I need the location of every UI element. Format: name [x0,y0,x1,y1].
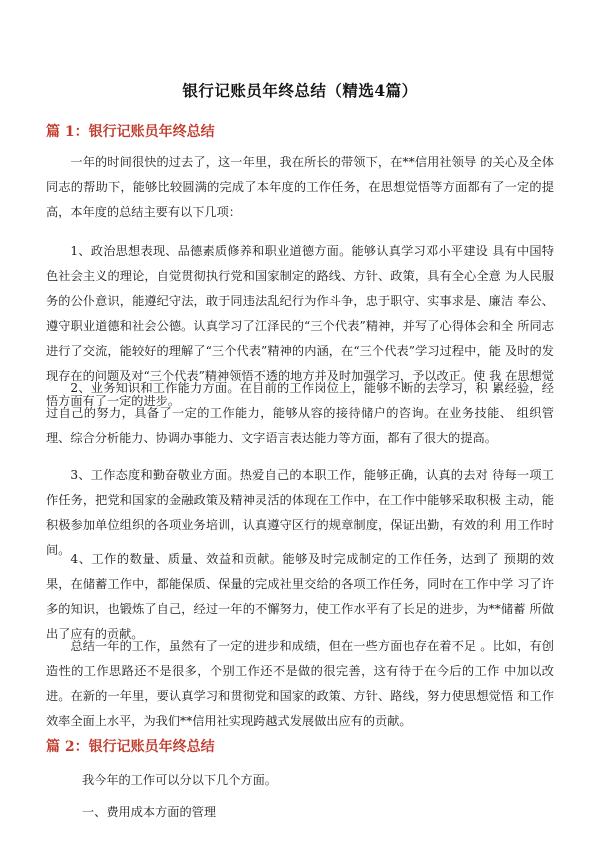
paragraph-summary: 总结一年的工作，虽然有了一定的进步和成绩，但在一些方面也存在着不足 。比如，有创造性的工作思路还不是很多，个别工作还不是做的很完善，这有待于在今后的工作 中加以改进。在新的一年里，要认真学习和贯彻党和国家的政策、方针、路线，努力使思想觉悟 和工作效率全面上水平，为我们**信用社实现跨越式发展做出应有的贡献。 [46,639,554,728]
section-heading-2: 篇 2：银行记账员年终总结 [46,739,215,755]
document-title: 银行记账员年终总结（精选4篇） [182,81,418,100]
paragraph-item-4: 4、工作的数量、质量、效益和贡献。能够及时完成制定的工作任务，达到了 预期的效果，在储蓄工作中，都能保质、保量的完成社里交给的各项工作任务，同时在工作中学 习了许多的知识，也锻炼了自己，经过一年的不懈努力，使工作水平有了长足的进步，为**储蓄 所做出了应有的贡献。 [46,552,554,641]
paragraph-section2-intro: 我今年的工作可以分以下几个方面。 [82,773,277,787]
paragraph-item-3: 3、工作态度和勤奋敬业方面。热爱自己的本职工作，能够正确，认真的去对 待每一项工作任务，把党和国家的金融政策及精神灵活的体现在工作中，在工作中能够采取积极 主动，能积极参加单位组织的各项业务培训，认真遵守区行的规章制度，保证出勤，有效的利 用工作时间。 [46,468,554,557]
paragraph-section2-item-1: 一、费用成本方面的管理 [82,805,217,819]
paragraph-intro: 一年的时间很快的过去了，这一年里，我在所长的带领下，在**信用社领导 的关心及全体同志的帮助下，能够比较圆满的完成了本年度的工作任务，在思想觉悟等方面都有了一定的提高，本年度的总结主要有以下几项： [46,155,554,219]
paragraph-item-2: 2、业务知识和工作能力方面。在目前的工作岗位上，能够不断的去学习，积 累经验，经过自己的努力，具备了一定的工作能力，能够从容的接待储户的咨询。在业务技能、 组织管理、综合分析能力、协调办事能力、文字语言表达能力等方面，都有了很大的提高。 [46,381,554,445]
paragraph-item-1: 1、政治思想表现、品德素质修养和职业道德方面。能够认真学习邓小平建设 具有中国特色社会主义的理论，自觉贯彻执行党和国家制定的路线、方针、政策，具有全心全意 为人民服务的公仆意识，能遵纪守法，敢于同违法乱纪行为作斗争，忠于职守、实事求是、廉洁 奉公、遵守职业道德和社会公德。认真学习了江泽民的“三个代表”精神，并写了心得体会和全 所同志进行了交流，能较好的理解了“三个代表”精神的内涵，在“三个代表”学习过程中，能 及时的发现存在的问题及对“三个代表”精神领悟不透的地方并及时加强学习，予以改正。使 我 在思想觉悟方面有了一定的进步。 [46,244,554,408]
section-heading-1: 篇 1：银行记账员年终总结 [46,124,215,140]
